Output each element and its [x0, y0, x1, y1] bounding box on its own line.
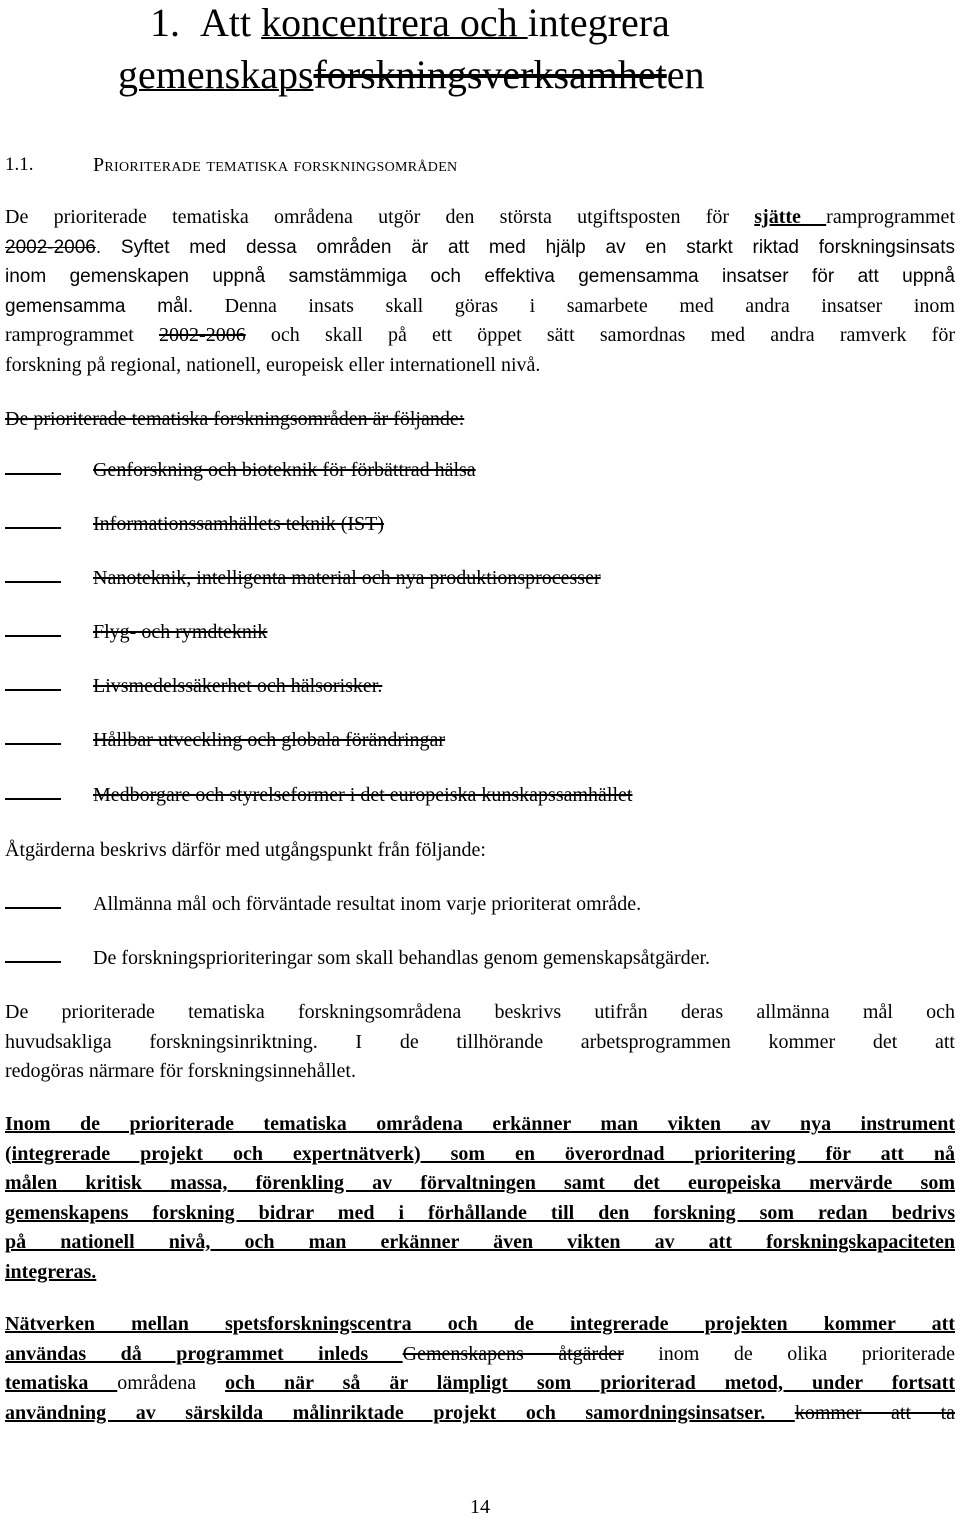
deleted-text: Gemenskapens åtgärder [402, 1342, 624, 1365]
paragraph-networks [5, 1310, 955, 1428]
text-line: integreras. [5, 1260, 97, 1283]
list-text: Allmänna mål och förväntade resultat inom varje prioriterat område. [93, 893, 642, 915]
deleted-text: kommer att ta [794, 1401, 956, 1424]
dash-bullet [5, 798, 61, 800]
dash-bullet [5, 961, 61, 963]
deleted-list-text: Hållbar utveckling och globala förändringar [93, 729, 446, 751]
dash-bullet [5, 581, 61, 583]
dash-bullet [5, 907, 61, 909]
text-run: gemensamma mål. [5, 295, 194, 317]
text-run: ramprogrammet [5, 324, 160, 346]
inserted-text: sjätte [754, 206, 827, 228]
chapter-title-inserted: koncentrera och [261, 0, 528, 45]
deleted-list-text: Livsmedelssäkerhet och hälsorisker. [93, 675, 383, 697]
text-line: Nätverken mellan spetsforskningscentra och de integrerade projekten kommer att [5, 1313, 955, 1335]
dash-bullet [5, 527, 61, 529]
inserted-text: användas då programmet inleds [5, 1342, 403, 1365]
actions-intro: Åtgärderna beskrivs därför med utgångspunkt från följande: [5, 839, 486, 861]
deleted-list-text: Informationssamhällets teknik (IST) [93, 513, 385, 535]
text-run: ramprogrammet [826, 206, 955, 228]
chapter-number: 1. [150, 0, 180, 45]
text-run: inom de olika prioriterade [623, 1342, 955, 1365]
paragraph-instruments [5, 1110, 955, 1287]
text-line: De prioriterade tematiska forskningsområdena beskrivs utifrån deras allmänna mål och [5, 1001, 955, 1023]
dash-bullet [5, 635, 61, 637]
text-line: målen kritisk massa, förenkling av förvaltningen samt det europeiska mervärde som [5, 1172, 955, 1194]
chapter-heading-line1 [150, 0, 670, 45]
chapter-title-part: Att [200, 0, 262, 45]
inserted-text: användning av särskilda målinriktade projekt och samordningsinsatser. [5, 1401, 795, 1424]
text-run: områdena [117, 1372, 226, 1394]
text-line: inom gemenskapen uppnå samstämmiga och effektiva gemensamma insatser för att uppnå [5, 266, 955, 287]
paragraph-description [5, 998, 955, 1087]
deleted-list-text: Nanoteknik, intelligenta material och nya produktionsprocesser [93, 567, 601, 589]
deleted-list-text: Genforskning och bioteknik för förbättrad hälsa [93, 459, 476, 481]
inserted-text: tematiska [5, 1372, 118, 1394]
text-line: gemenskapens forskning bidrar med i förhållande till den forskning som redan bedrivs [5, 1201, 955, 1224]
deleted-list-text: Medborgare och styrelseformer i det europeiska kunskapssamhället [93, 784, 633, 806]
text-run: . Syftet med dessa områden är att med hjälp av en starkt riktad forskningsinsats [95, 236, 955, 258]
chapter-title-deleted: forskningsverksamhet [313, 52, 667, 97]
text-line: (integrerade projekt och expertnätverk) som en överordnad prioritering för att nå [5, 1142, 955, 1165]
section-number: 1.1. [5, 154, 34, 175]
text-line: forskning på regional, nationell, europeisk eller internationell nivå. [5, 353, 541, 376]
dash-bullet [5, 743, 61, 745]
chapter-title-part: en [666, 52, 705, 97]
page-number: 14 [470, 1496, 490, 1518]
chapter-heading-line2 [118, 52, 705, 97]
text-run: De prioriterade tematiska områdena utgör den största utgiftsposten för [5, 206, 755, 228]
text-line: redogöras närmare för forskningsinnehållet. [5, 1060, 356, 1082]
deleted-text: 2002-2006 [5, 236, 96, 258]
list-text: De forskningsprioriteringar som skall behandlas genom gemenskapsåtgärder. [93, 947, 711, 969]
text-line: på nationell nivå, och man erkänner även vikten av att forskningskapaciteten [5, 1231, 955, 1253]
deleted-text: 2002-2006 [159, 324, 246, 346]
deleted-list-intro: De prioriterade tematiska forskningsområden är följande: [5, 408, 465, 430]
dash-bullet [5, 473, 61, 475]
dash-bullet [5, 689, 61, 691]
text-run: Denna insats skall göras i samarbete med andra insatser inom [193, 294, 955, 317]
chapter-title-inserted: gemenskaps [118, 52, 314, 97]
section-title: Prioriterade tematiska forskningsområden [93, 154, 458, 176]
paragraph-intro [5, 203, 955, 380]
text-line: huvudsakliga forskningsinriktning. I de tillhörande arbetsprogrammen kommer det att [5, 1030, 955, 1053]
text-run: och skall på ett öppet sätt samordnas med andra ramverk för [245, 324, 955, 346]
chapter-title-part: integrera [527, 0, 670, 45]
text-line: Inom de prioriterade tematiska områdena erkänner man vikten av nya instrument [5, 1113, 955, 1135]
deleted-list-text: Flyg- och rymdteknik [93, 621, 268, 643]
inserted-text: och när så är lämpligt som prioriterad metod, under fortsatt [225, 1372, 955, 1394]
